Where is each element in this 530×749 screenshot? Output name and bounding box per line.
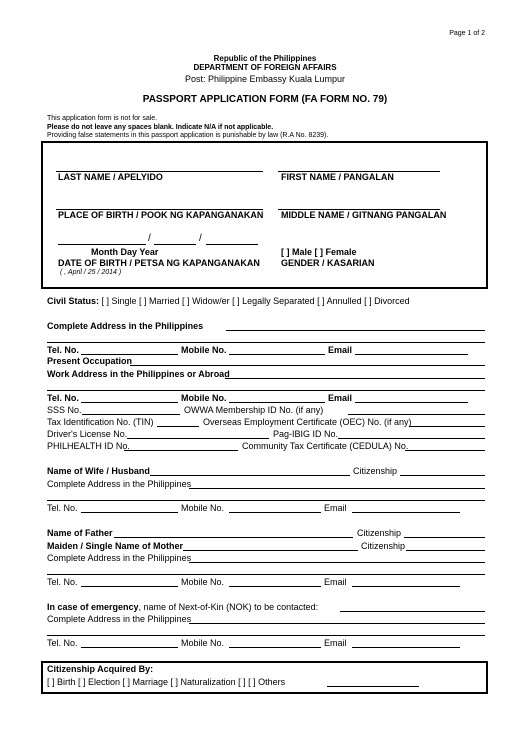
father-name-line[interactable] — [114, 537, 353, 538]
citizenship-acquired-label: Citizenship Acquired By: — [47, 664, 154, 674]
address-label: Complete Address in the Philippines — [47, 321, 204, 331]
owwa-label: OWWA Membership ID No. (if any) — [184, 405, 324, 415]
work-address-line-1[interactable] — [225, 378, 485, 379]
gender-options[interactable]: [ ] Male [ ] Female — [281, 247, 357, 257]
gender-label: GENDER / KASARIAN — [281, 258, 375, 268]
philhealth-label: PHILHEALTH ID No. — [47, 441, 130, 451]
oec-label: Overseas Employment Certificate (OEC) No. (if any) — [203, 417, 412, 427]
work-mobile-label: Mobile No. — [181, 393, 227, 403]
emergency-tel-label: Tel. No. — [47, 638, 78, 648]
dob-slash-2: / — [199, 233, 202, 244]
last-name-label: LAST NAME / APELYIDO — [58, 172, 163, 182]
mother-name-line[interactable] — [183, 550, 358, 551]
emergency-label-rest: , name of Next-of-Kin (NOK) to be contacted: — [138, 602, 319, 612]
parents-address-line-2[interactable] — [47, 574, 485, 575]
owwa-line[interactable] — [348, 414, 485, 415]
parents-email-label: Email — [324, 577, 347, 587]
drivers-license-line[interactable] — [127, 438, 269, 439]
note-false-statements: Providing false statements in this passport application is punishable by law (R.A No. 8239). — [47, 132, 329, 139]
spouse-address-label: Complete Address in the Philippines — [47, 479, 192, 489]
parents-address-label: Complete Address in the Philippines — [47, 553, 192, 563]
oec-line[interactable] — [409, 426, 485, 427]
work-address-label: Work Address in the Philippines or Abroad — [47, 369, 230, 379]
emergency-email-label: Email — [324, 638, 347, 648]
father-citizenship-label: Citizenship — [357, 528, 402, 538]
parents-mobile-label: Mobile No. — [181, 577, 225, 587]
civil-status-label: Civil Status: — [47, 296, 100, 306]
philhealth-line[interactable] — [124, 450, 238, 451]
spouse-name-line[interactable] — [150, 475, 350, 476]
spouse-citizenship-line[interactable] — [400, 475, 485, 476]
spouse-email-line[interactable] — [352, 512, 460, 513]
tin-label: Tax Identification No. (TIN) — [47, 417, 154, 427]
spouse-name-label: Name of Wife / Husband — [47, 466, 150, 476]
spouse-address-line-1[interactable] — [189, 488, 485, 489]
header-department: DEPARTMENT OF FOREIGN AFFAIRS — [193, 63, 337, 72]
spouse-mobile-line[interactable] — [229, 512, 321, 513]
parents-tel-line[interactable] — [81, 586, 178, 587]
sss-line[interactable] — [82, 414, 180, 415]
header-republic: Republic of the Philippines — [213, 54, 317, 63]
middle-name-label: MIDDLE NAME / GITNANG PANGALAN — [281, 210, 447, 220]
spouse-citizenship-label: Citizenship — [353, 466, 398, 476]
emergency-tel-line[interactable] — [81, 647, 178, 648]
spouse-tel-line[interactable] — [81, 512, 178, 513]
mother-name-label: Maiden / Single Name of Mother — [47, 541, 184, 551]
email-label: Email — [328, 345, 353, 355]
citizenship-acquired-options[interactable]: [ ] Birth [ ] Election [ ] Marriage [ ] Naturalization [ ] [ ] Others — [47, 677, 286, 687]
pagibig-label: Pag-IBIG ID No. — [273, 429, 339, 439]
dob-label: DATE OF BIRTH / PETSA NG KAPANGANAKAN — [58, 258, 260, 268]
emergency-mobile-line[interactable] — [229, 647, 321, 648]
address-line-1[interactable] — [226, 330, 485, 331]
father-citizenship-line[interactable] — [404, 537, 485, 538]
dob-month-line[interactable] — [58, 244, 146, 245]
parents-address-line-1[interactable] — [189, 562, 485, 563]
citizenship-others-line[interactable] — [327, 686, 419, 687]
tin-line[interactable] — [157, 426, 199, 427]
email-line[interactable] — [355, 354, 468, 355]
address-line-2[interactable] — [47, 342, 485, 343]
work-address-line-2[interactable] — [47, 390, 485, 391]
mother-citizenship-line[interactable] — [406, 550, 485, 551]
work-tel-line[interactable] — [81, 402, 178, 403]
father-name-label: Name of Father — [47, 528, 113, 538]
spouse-mobile-label: Mobile No. — [181, 503, 225, 513]
note-not-for-sale: This application form is not for sale. — [47, 115, 158, 122]
cedula-label: Community Tax Certificate (CEDULA) No. — [242, 441, 409, 451]
emergency-mobile-label: Mobile No. — [181, 638, 225, 648]
mobile-line[interactable] — [229, 354, 325, 355]
drivers-license-label: Driver's License No. — [47, 429, 128, 439]
sss-label: SSS No. — [47, 405, 82, 415]
tel-label: Tel. No. — [47, 345, 79, 355]
place-of-birth-label: PLACE OF BIRTH / POOK NG KAPANGANAKAN — [58, 210, 264, 220]
pagibig-line[interactable] — [338, 438, 485, 439]
mother-citizenship-label: Citizenship — [361, 541, 406, 551]
dob-example: ( , April / 25 / 2014 ) — [60, 269, 122, 276]
emergency-row — [47, 602, 318, 612]
spouse-email-label: Email — [324, 503, 347, 513]
civil-status-row — [47, 296, 410, 306]
parents-mobile-line[interactable] — [229, 586, 321, 587]
emergency-address-label: Complete Address in the Philippines — [47, 614, 192, 624]
dob-slash-1: / — [148, 233, 151, 244]
emergency-label: In case of emergency — [47, 602, 139, 612]
tel-line[interactable] — [81, 354, 178, 355]
first-name-label: FIRST NAME / PANGALAN — [281, 172, 394, 182]
work-mobile-line[interactable] — [229, 402, 325, 403]
emergency-name-line[interactable] — [340, 611, 485, 612]
work-tel-label: Tel. No. — [47, 393, 79, 403]
spouse-tel-label: Tel. No. — [47, 503, 78, 513]
note-no-blanks: Please do not leave any spaces blank. Indicate N/A if not applicable. — [47, 124, 274, 131]
work-email-line[interactable] — [355, 402, 468, 403]
dob-hint: Month Day Year — [91, 247, 159, 257]
form-title: PASSPORT APPLICATION FORM (FA FORM NO. 79) — [142, 94, 388, 105]
civil-status-options[interactable]: [ ] Single [ ] Married [ ] Widow/er [ ] Legally Separated [ ] Annulled [ ] Divorced — [101, 296, 410, 306]
parents-tel-label: Tel. No. — [47, 577, 78, 587]
work-email-label: Email — [328, 393, 353, 403]
emergency-address-line-2[interactable] — [47, 635, 485, 636]
dob-year-line[interactable] — [206, 244, 258, 245]
header-post: Post: Philippine Embassy Kuala Lumpur — [184, 74, 346, 84]
parents-email-line[interactable] — [352, 586, 460, 587]
emergency-address-line-1[interactable] — [189, 623, 485, 624]
page-number: Page 1 of 2 — [449, 30, 485, 37]
occupation-line[interactable] — [130, 365, 485, 366]
occupation-label: Present Occupation — [47, 356, 133, 366]
emergency-email-line[interactable] — [352, 647, 460, 648]
dob-day-line[interactable] — [154, 244, 196, 245]
cedula-line[interactable] — [405, 450, 485, 451]
mobile-label: Mobile No. — [181, 345, 227, 355]
spouse-address-line-2[interactable] — [47, 500, 485, 501]
